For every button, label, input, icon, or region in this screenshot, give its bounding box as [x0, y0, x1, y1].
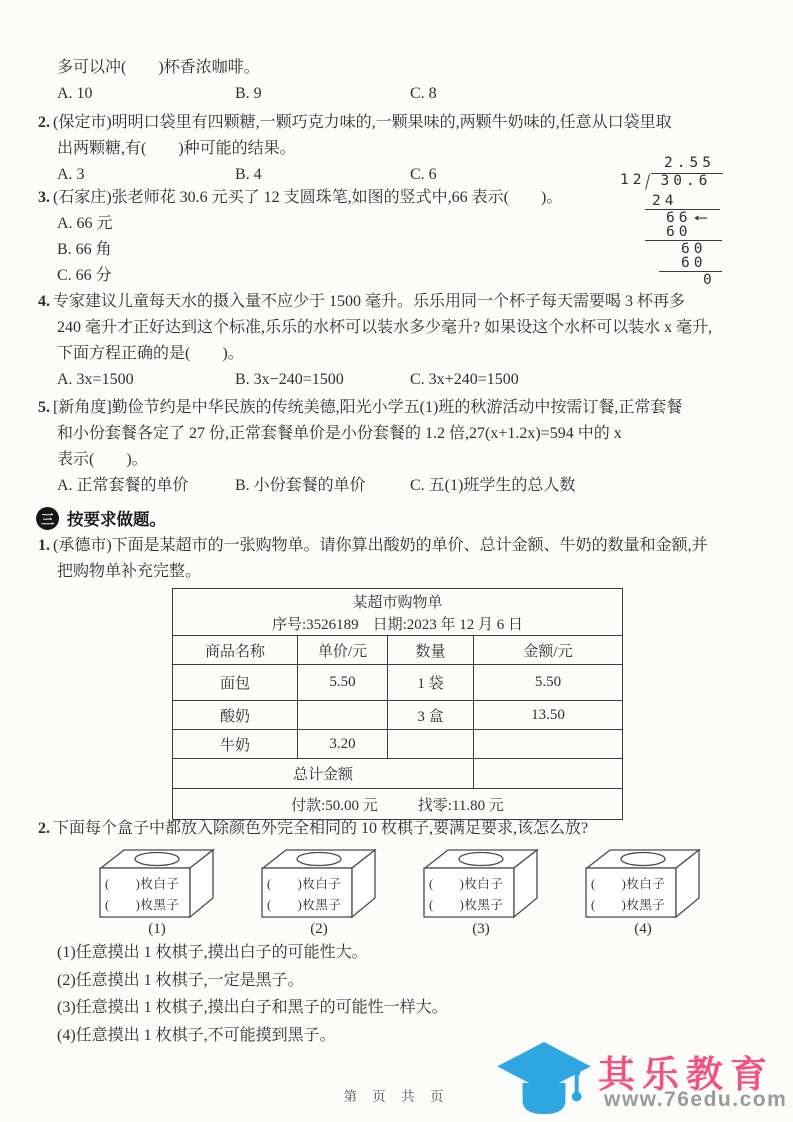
item-name: 牛奶	[173, 730, 298, 759]
question-number: 1.	[38, 537, 50, 554]
question-number: 3.	[38, 189, 50, 206]
question-text: 出两颗糖,有( )种可能的结果。	[57, 140, 296, 157]
box-label: (2)	[310, 921, 328, 937]
question-text: 2. 下面每个盒子中都放入除颜色外完全相同的 10 枚棋子,要满足要求,该怎么放?	[38, 820, 589, 837]
option-a: A. 正常套餐的单价	[57, 477, 189, 494]
options-row	[38, 367, 767, 393]
brand-url: www.76edu.com	[604, 1088, 788, 1111]
subquestion-1: (1)任意摸出 1 枚棋子,摸出白子的可能性大。	[57, 944, 368, 961]
question-text: 2. (保定市)明明口袋里有四颗糖,一颗巧克力味的,一颗果味的,两颗牛奶味的,任意从口袋里取	[38, 114, 672, 131]
box-drawing	[260, 846, 378, 920]
unit-price: 3.20	[298, 730, 388, 759]
question-text: 和小份套餐各定了 27 份,正常套餐单价是小份套餐的 1.2 倍,27(x+1.2x)=594 中的 x	[57, 425, 622, 442]
payment: 付款:50.00 元	[291, 797, 378, 814]
section-three-icon: 三	[36, 507, 59, 530]
total-value-blank	[474, 759, 623, 789]
division-step: 60	[681, 255, 707, 271]
black-pieces-blank: ( )枚黑子	[105, 898, 180, 912]
chess-boxes-row	[98, 846, 702, 937]
column-header: 金额/元	[474, 636, 623, 665]
subquestion-4: (4)任意摸出 1 枚棋子,不可能摸到黑子。	[57, 1026, 336, 1044]
option-c: C. 3x+240=1500	[410, 371, 519, 388]
option-c: C. 五(1)班学生的总人数	[410, 477, 576, 494]
box-drawing	[98, 846, 216, 920]
left-arrow-icon: ←	[694, 210, 709, 226]
question-text: 5. [新角度]勤俭节约是中华民族的传统美德,阳光小学五(1)班的秋游活动中按需订餐,正常套餐	[38, 399, 683, 416]
date: 日期:2023 年 12 月 6 日	[372, 617, 524, 633]
white-pieces-blank: ( )枚白子	[591, 877, 666, 891]
section2-question-1	[38, 533, 767, 585]
chess-box-4	[584, 846, 702, 937]
option-b: B. 4	[235, 166, 262, 183]
quantity: 3 盒	[388, 701, 474, 730]
box-label: (3)	[472, 921, 490, 937]
quantity: 1 袋	[388, 665, 474, 701]
option-a: A. 10	[57, 85, 93, 102]
table-meta	[173, 615, 622, 635]
item-name: 酸奶	[173, 701, 298, 730]
question-text: 把购物单补充完整。	[57, 563, 202, 580]
box-label: (4)	[634, 921, 652, 937]
question-number: 2.	[38, 114, 50, 131]
shopping-list-table	[172, 588, 623, 820]
question-text: 240 毫升才正好达到这个标准,乐乐的水杯可以装水多少毫升? 如果设这个水杯可以装水 x 毫升,	[57, 319, 713, 336]
division-step: 24	[652, 193, 678, 209]
box-drawing	[584, 846, 702, 920]
question-text: 表示( )。	[57, 451, 148, 468]
division-step: 66 ←	[666, 210, 709, 226]
unit-price-blank	[298, 701, 388, 730]
question-text: 3. (石家庄)张老师花 30.6 元买了 12 支圆珠笔,如图的竖式中,66 表示( )。	[38, 189, 563, 206]
question-text: 1. (承德市)下面是某超市的一张购物单。请你算出酸奶的单价、总计金额、牛奶的数量和金额,并	[38, 537, 708, 554]
quantity-blank	[388, 730, 474, 759]
option-b: B. 小份套餐的单价	[235, 477, 366, 494]
division-divisor: 12	[620, 172, 646, 188]
division-remainder: 0	[703, 272, 716, 288]
page-number-footer: 第 页 共 页	[343, 1089, 450, 1104]
subquestions-list	[57, 939, 767, 1049]
question-text: 多可以冲( )杯香浓咖啡。	[57, 59, 260, 76]
column-header: 单价/元	[298, 636, 388, 665]
question-number: 2.	[38, 820, 50, 837]
table-row	[173, 730, 623, 759]
amount: 5.50	[474, 665, 623, 701]
box-label: (1)	[148, 921, 166, 937]
graduation-cap-icon	[494, 1040, 594, 1118]
amount: 13.50	[474, 701, 623, 730]
chess-box-1	[98, 846, 216, 937]
black-pieces-blank: ( )枚黑子	[429, 898, 504, 912]
section-header	[36, 506, 166, 530]
question-text: 下面方程正确的是( )。	[57, 345, 244, 362]
white-pieces-blank: ( )枚白子	[105, 877, 180, 891]
table-title: 某超市购物单	[352, 595, 443, 611]
option-c: C. 66 分	[57, 267, 112, 284]
change: 找零:11.80 元	[417, 797, 504, 814]
box-hole	[621, 853, 665, 866]
section-title: 按要求做题。	[67, 511, 166, 529]
subquestion-3: (3)任意摸出 1 枚棋子,摸出白子和黑子的可能性一样大。	[57, 999, 448, 1017]
question-5	[38, 395, 767, 499]
table-row	[173, 701, 623, 730]
question-number: 5.	[38, 399, 50, 416]
question-4	[38, 289, 767, 393]
question-text: 4. 专家建议儿童每天水的摄入量不应少于 1500 毫升。乐乐用同一个杯子每天需要喝 3 杯再多	[38, 293, 686, 310]
option-c: C. 8	[410, 85, 437, 102]
division-main-row	[620, 173, 723, 188]
table-header-row	[173, 636, 623, 665]
black-pieces-blank: ( )枚黑子	[267, 898, 342, 912]
table-row	[173, 665, 623, 701]
question-1-tail	[38, 55, 767, 107]
option-b: B. 3x−240=1500	[235, 371, 344, 388]
black-pieces-blank: ( )枚黑子	[591, 898, 666, 912]
white-pieces-blank: ( )枚白子	[429, 877, 504, 891]
division-quotient: 2.55	[664, 155, 715, 171]
total-label: 总计金额	[173, 759, 474, 789]
section2-question-2	[38, 816, 767, 842]
column-header: 商品名称	[173, 636, 298, 665]
division-step: 60	[666, 224, 692, 240]
box-hole	[135, 853, 179, 866]
brand-logo	[494, 1040, 793, 1120]
options-row	[38, 473, 767, 499]
item-name: 面包	[173, 665, 298, 701]
options-row	[38, 81, 767, 107]
table-title-row	[173, 589, 623, 636]
box-hole	[459, 853, 503, 866]
question-number: 4.	[38, 293, 50, 310]
unit-price: 5.50	[298, 665, 388, 701]
subquestion-2: (2)任意摸出 1 枚棋子,一定是黑子。	[57, 971, 304, 989]
option-a: A. 3x=1500	[57, 371, 134, 388]
option-b: B. 66 角	[57, 241, 112, 258]
option-a: A. 66 元	[57, 215, 113, 232]
option-a: A. 3	[57, 166, 85, 183]
division-dividend: 30.6	[651, 173, 723, 188]
serial-number: 序号:3526189	[271, 617, 359, 633]
chess-box-3	[422, 846, 540, 937]
white-pieces-blank: ( )枚白子	[267, 877, 342, 891]
division-step: 60	[681, 241, 707, 257]
amount-blank	[474, 730, 623, 759]
box-drawing	[422, 846, 540, 920]
brand-name: 其乐教育	[598, 1054, 774, 1095]
table-total-row	[173, 759, 623, 789]
table-payment-row	[173, 789, 623, 820]
long-division-figure	[606, 150, 766, 290]
option-c: C. 6	[410, 166, 437, 183]
option-b: B. 9	[235, 85, 262, 102]
box-hole	[297, 853, 341, 866]
column-header: 数量	[388, 636, 474, 665]
chess-box-2	[260, 846, 378, 937]
